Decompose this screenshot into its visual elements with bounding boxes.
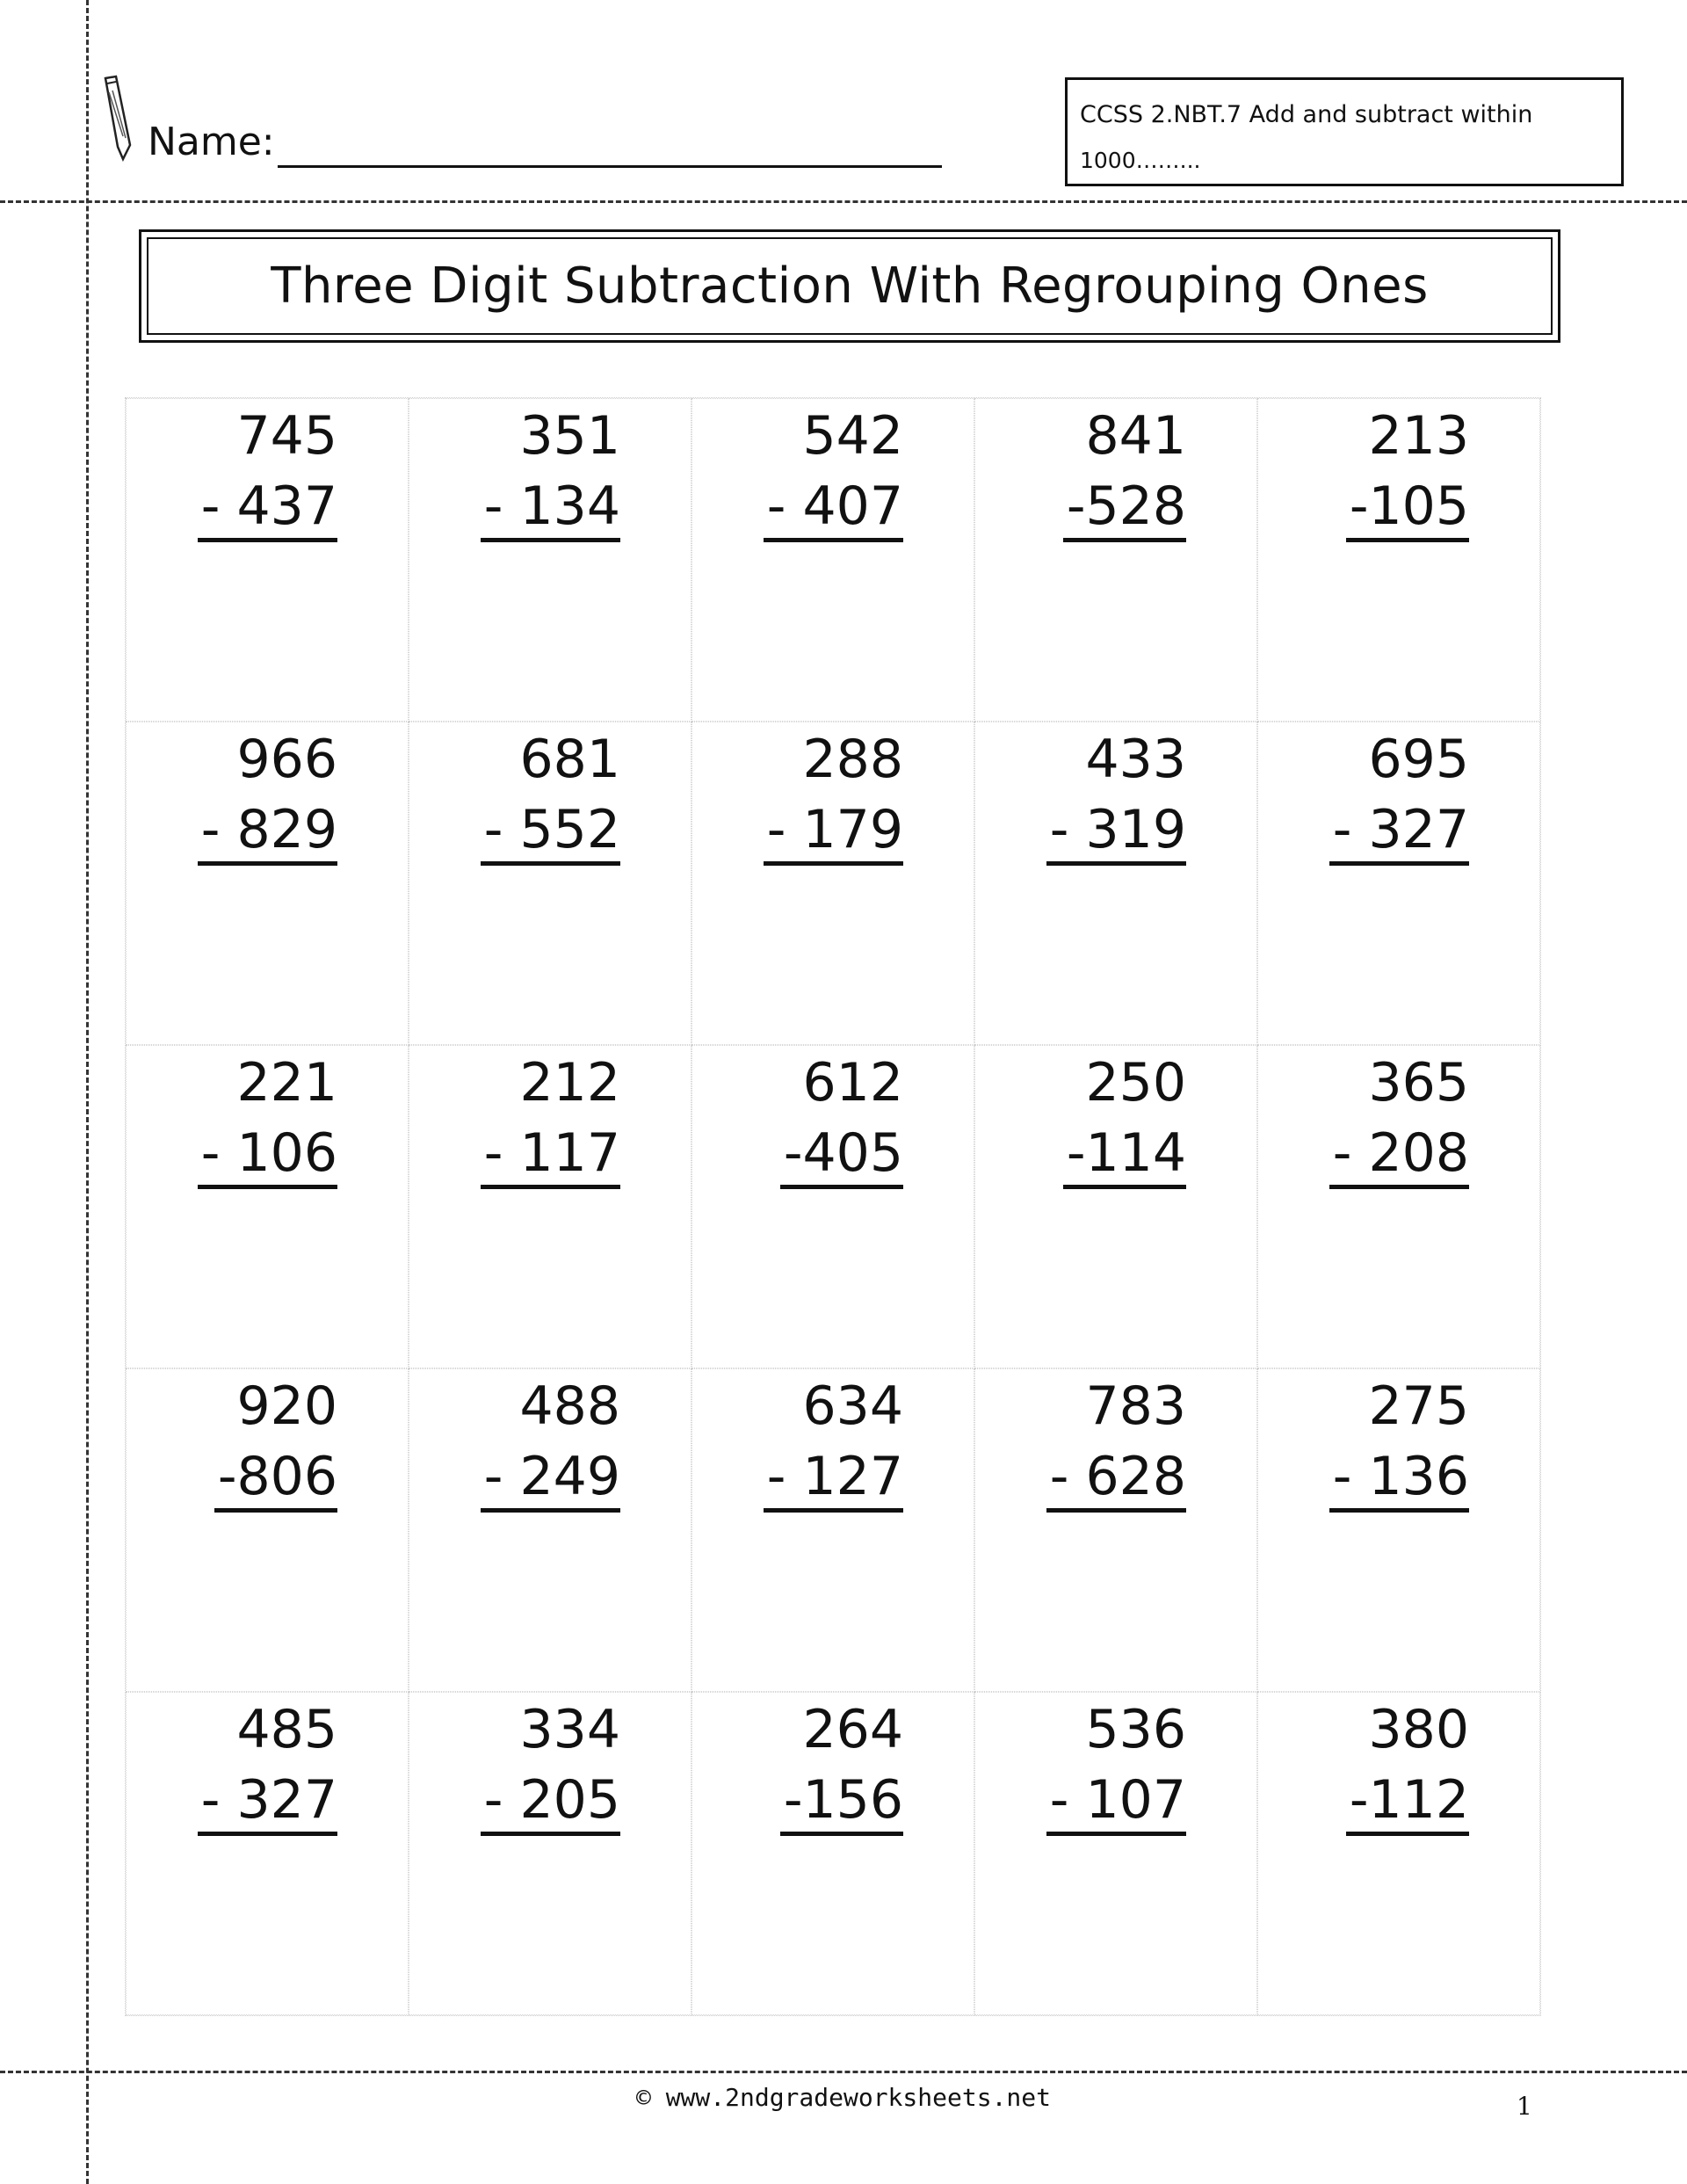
- problem-cell: [409, 1045, 691, 1368]
- top-cut-line: [0, 200, 1687, 203]
- subtrahend: -528: [1063, 475, 1186, 542]
- subtraction-problem: [764, 1369, 903, 1513]
- subtrahend: - 208: [1329, 1121, 1469, 1189]
- subtrahend: - 249: [481, 1445, 620, 1513]
- subtrahend: - 552: [481, 798, 620, 866]
- problem-cell: [1257, 1692, 1540, 2015]
- subtraction-problem: [1346, 1693, 1469, 1836]
- subtraction-problem: [1329, 722, 1469, 866]
- subtraction-problem: [780, 1046, 903, 1189]
- subtraction-problem: [1329, 1369, 1469, 1513]
- minuend: 365: [1368, 1052, 1469, 1114]
- problem-cell: [974, 1045, 1257, 1368]
- subtraction-problem: [1046, 722, 1186, 866]
- pencil-icon: [97, 75, 139, 163]
- subtrahend: - 319: [1046, 798, 1186, 866]
- problem-cell: [126, 1692, 409, 2015]
- subtraction-problem: [1046, 1369, 1186, 1513]
- worksheet-title: Three Digit Subtraction With Regrouping Ones: [147, 237, 1553, 335]
- subtraction-problem: [198, 722, 337, 866]
- subtraction-problem: [1063, 399, 1186, 542]
- subtrahend: - 179: [764, 798, 903, 866]
- subtrahend: - 628: [1046, 1445, 1186, 1513]
- problem-cell: [691, 1368, 974, 1692]
- problem-cell: [126, 722, 409, 1045]
- subtraction-problem: [481, 1693, 620, 1836]
- copyright-text: © www.2ndgradeworksheets.net: [635, 2083, 1051, 2112]
- subtrahend: -114: [1063, 1121, 1186, 1189]
- problem-cell: [691, 1692, 974, 2015]
- minuend: 433: [1085, 729, 1186, 790]
- subtrahend: - 205: [481, 1768, 620, 1836]
- standard-text-line2: 1000……...: [1080, 148, 1201, 173]
- problem-cell: [1257, 1045, 1540, 1368]
- name-label: Name:: [148, 120, 275, 164]
- minuend: 542: [802, 405, 903, 467]
- subtrahend: - 327: [1329, 798, 1469, 866]
- subtrahend: - 136: [1329, 1445, 1469, 1513]
- name-write-line[interactable]: [278, 165, 942, 168]
- subtrahend: - 127: [764, 1445, 903, 1513]
- subtraction-problem: [1346, 399, 1469, 542]
- bottom-cut-line: [0, 2071, 1687, 2073]
- minuend: 841: [1085, 405, 1186, 467]
- subtrahend: - 829: [198, 798, 337, 866]
- minuend: 213: [1368, 405, 1469, 467]
- problem-cell: [691, 1045, 974, 1368]
- subtrahend: -105: [1346, 475, 1469, 542]
- minuend: 681: [519, 729, 620, 790]
- minuend: 536: [1085, 1699, 1186, 1760]
- subtraction-problem: [198, 1693, 337, 1836]
- minuend: 212: [519, 1052, 620, 1114]
- problem-cell: [409, 398, 691, 722]
- problem-cell: [691, 398, 974, 722]
- subtrahend: - 106: [198, 1121, 337, 1189]
- minuend: 288: [802, 729, 903, 790]
- subtrahend: - 134: [481, 475, 620, 542]
- minuend: 264: [802, 1699, 903, 1760]
- problem-cell: [1257, 722, 1540, 1045]
- minuend: 695: [1368, 729, 1469, 790]
- subtraction-problem: [764, 722, 903, 866]
- minuend: 351: [519, 405, 620, 467]
- problem-cell: [1257, 1368, 1540, 1692]
- subtraction-problem: [1063, 1046, 1186, 1189]
- subtrahend: -405: [780, 1121, 903, 1189]
- subtraction-problem: [481, 1369, 620, 1513]
- subtraction-problem: [481, 399, 620, 542]
- subtraction-problem: [481, 722, 620, 866]
- minuend: 380: [1368, 1699, 1469, 1760]
- minuend: 221: [236, 1052, 337, 1114]
- vertical-cut-line: [86, 0, 89, 2184]
- problem-cell: [409, 1368, 691, 1692]
- minuend: 275: [1368, 1375, 1469, 1437]
- problems-grid: [125, 397, 1541, 2016]
- problem-cell: [126, 1045, 409, 1368]
- subtraction-problem: [764, 399, 903, 542]
- subtraction-problem: [198, 399, 337, 542]
- subtraction-problem: [198, 1046, 337, 1189]
- problem-cell: [974, 1692, 1257, 2015]
- minuend: 966: [236, 729, 337, 790]
- minuend: 612: [802, 1052, 903, 1114]
- problem-cell: [974, 398, 1257, 722]
- minuend: 783: [1085, 1375, 1186, 1437]
- subtrahend: -156: [780, 1768, 903, 1836]
- problem-cell: [409, 1692, 691, 2015]
- subtraction-problem: [1046, 1693, 1186, 1836]
- subtrahend: -806: [214, 1445, 337, 1513]
- subtrahend: -112: [1346, 1768, 1469, 1836]
- minuend: 920: [236, 1375, 337, 1437]
- minuend: 745: [236, 405, 337, 467]
- subtraction-problem: [1329, 1046, 1469, 1189]
- minuend: 634: [802, 1375, 903, 1437]
- standard-box: [1065, 77, 1624, 186]
- minuend: 334: [519, 1699, 620, 1760]
- problem-cell: [126, 1368, 409, 1692]
- problem-cell: [126, 398, 409, 722]
- problem-cell: [974, 1368, 1257, 1692]
- subtrahend: - 327: [198, 1768, 337, 1836]
- subtrahend: - 107: [1046, 1768, 1186, 1836]
- problem-cell: [1257, 398, 1540, 722]
- subtrahend: - 117: [481, 1121, 620, 1189]
- page-number: 1: [1517, 2092, 1532, 2121]
- title-box: [139, 229, 1560, 343]
- standard-text-line1: CCSS 2.NBT.7 Add and subtract within: [1080, 101, 1533, 128]
- problem-cell: [974, 722, 1257, 1045]
- problem-cell: [409, 722, 691, 1045]
- subtraction-problem: [481, 1046, 620, 1189]
- subtrahend: - 437: [198, 475, 337, 542]
- subtrahend: - 407: [764, 475, 903, 542]
- problem-cell: [691, 722, 974, 1045]
- subtraction-problem: [214, 1369, 337, 1513]
- minuend: 488: [519, 1375, 620, 1437]
- subtraction-problem: [780, 1693, 903, 1836]
- minuend: 485: [236, 1699, 337, 1760]
- minuend: 250: [1085, 1052, 1186, 1114]
